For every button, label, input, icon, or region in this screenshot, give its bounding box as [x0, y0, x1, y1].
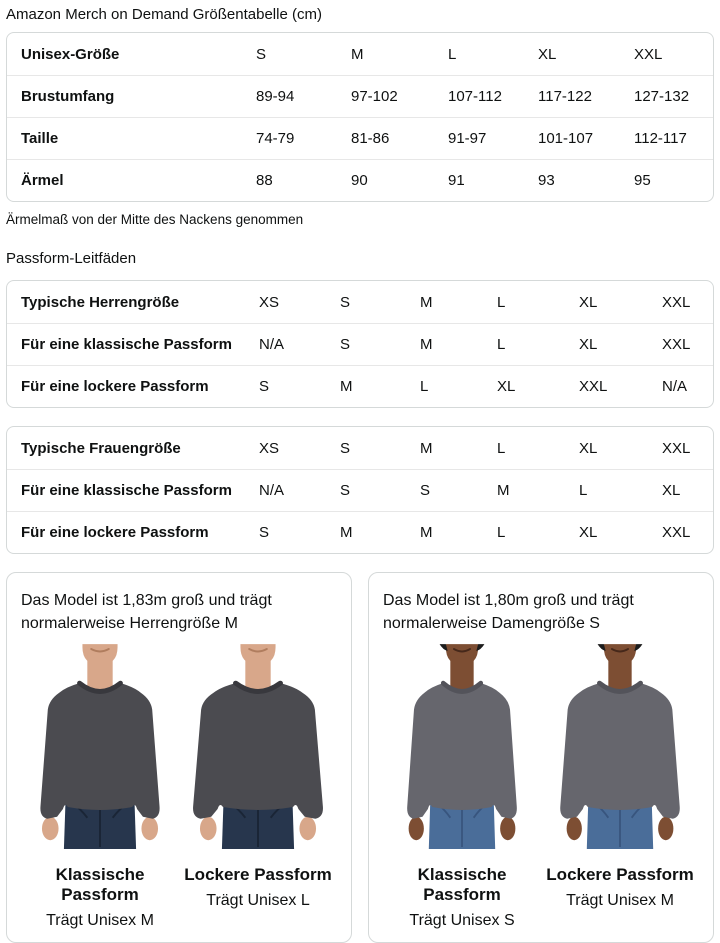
fit-size-value: XXL — [662, 439, 691, 457]
size-worn-label: Trägt Unisex M — [566, 892, 674, 909]
mens-fit-table — [6, 280, 714, 408]
row-label: Für eine klassische Passform — [21, 482, 232, 499]
measurement-value: 97-102 — [351, 88, 398, 105]
row-label: Typische Frauengröße — [21, 439, 181, 457]
fit-size-value: XL — [579, 439, 598, 457]
fit-size-value: S — [259, 524, 270, 541]
fit-size-value: N/A — [259, 482, 285, 499]
fit-size-value: S — [340, 439, 351, 457]
measurement-value: 95 — [634, 172, 651, 189]
fit-size-value: S — [259, 378, 270, 395]
fit-size-value: M — [420, 336, 433, 353]
fit-size-value: XL — [579, 524, 598, 541]
size-table-header-label: Unisex-Größe — [21, 45, 120, 63]
fit-size-value: M — [420, 524, 433, 541]
model-photo-loose-fit — [541, 643, 699, 930]
model-photo-loose-fit — [179, 643, 337, 930]
fit-size-value: L — [497, 439, 506, 457]
measurement-value: 127-132 — [634, 88, 690, 105]
model-photos — [383, 643, 699, 930]
model-photo-classic-fit — [21, 643, 179, 930]
size-table-header-row — [7, 33, 713, 75]
measurement-value: 93 — [538, 172, 555, 189]
measurement-value: 89-94 — [256, 88, 295, 105]
fit-size-value: XL — [579, 293, 598, 311]
fit-size-value: XXL — [662, 524, 691, 541]
fit-size-value: L — [497, 524, 506, 541]
male-model-loose-illustration — [179, 643, 337, 855]
fit-size-value: XL — [662, 482, 681, 499]
model-cards — [6, 572, 714, 943]
fit-guides-title: Passform-Leitfäden — [6, 250, 137, 267]
fit-label: Lockere Passform — [546, 865, 694, 884]
fit-size-value: M — [340, 378, 353, 395]
fit-size-value: M — [340, 524, 353, 541]
mens-model-card — [6, 572, 352, 943]
measurement-value: 91-97 — [448, 130, 487, 147]
fit-size-value: N/A — [662, 378, 688, 395]
size-column-header: M — [351, 45, 364, 63]
fit-label: Klassische Passform — [417, 865, 507, 904]
fit-size-value: M — [420, 439, 433, 457]
womens-fit-table — [6, 426, 714, 554]
row-label: Taille — [21, 130, 59, 147]
fit-label: Klassische Passform — [55, 865, 145, 904]
size-column-header: XL — [538, 45, 557, 63]
fit-size-value: S — [340, 293, 351, 311]
womens-model-card — [368, 572, 714, 943]
table-row-loose-fit — [7, 365, 713, 407]
fit-label: Lockere Passform — [184, 865, 332, 884]
size-column-header: L — [448, 45, 457, 63]
table-row-typical-mens-size — [7, 281, 713, 323]
sleeve-measure-note: Ärmelmaß von der Mitte des Nackens genommen — [6, 212, 304, 227]
size-worn-label: Trägt Unisex L — [206, 892, 310, 909]
fit-size-value: XS — [259, 439, 280, 457]
fit-size-value: M — [420, 293, 433, 311]
model-photos — [21, 643, 337, 930]
measurement-value: 91 — [448, 172, 465, 189]
model-description: Das Model ist 1,80m groß und trägt normalerweise Damengröße S — [383, 592, 634, 632]
male-model-classic-illustration — [21, 643, 179, 855]
fit-size-value: XL — [497, 378, 516, 395]
female-model-loose-illustration — [541, 643, 699, 855]
fit-size-value: S — [340, 482, 351, 499]
table-row-sleeve — [7, 159, 713, 201]
fit-size-value: L — [420, 378, 429, 395]
model-description: Das Model ist 1,83m groß und trägt normalerweise Herrengröße M — [21, 592, 272, 632]
measurement-value: 117-122 — [538, 88, 592, 105]
fit-size-value: XXL — [579, 378, 608, 395]
fit-size-value: L — [497, 336, 506, 353]
fit-size-value: XXL — [662, 293, 691, 311]
row-label: Ärmel — [21, 172, 64, 189]
row-label: Für eine klassische Passform — [21, 336, 232, 353]
table-row-loose-fit — [7, 511, 713, 553]
table-row-classic-fit — [7, 469, 713, 511]
fit-size-value: L — [497, 293, 506, 311]
measurement-value: 101-107 — [538, 130, 594, 147]
fit-size-value: S — [420, 482, 431, 499]
size-column-header: S — [256, 45, 267, 63]
size-column-header: XXL — [634, 45, 663, 63]
fit-size-value: XXL — [662, 336, 691, 353]
size-worn-label: Trägt Unisex M — [46, 912, 154, 929]
fit-size-value: N/A — [259, 336, 285, 353]
row-label: Typische Herrengröße — [21, 293, 180, 311]
row-label: Für eine lockere Passform — [21, 378, 209, 395]
table-row-typical-womens-size — [7, 427, 713, 469]
table-row-classic-fit — [7, 323, 713, 365]
measurement-value: 90 — [351, 172, 368, 189]
measurement-value: 74-79 — [256, 130, 295, 147]
fit-size-value: XS — [259, 293, 280, 311]
fit-size-value: S — [340, 336, 351, 353]
table-row-waist — [7, 117, 713, 159]
measurement-value: 107-112 — [448, 88, 502, 105]
fit-size-value: L — [579, 482, 588, 499]
page-title: Amazon Merch on Demand Größentabelle (cm) — [6, 6, 322, 23]
measurement-value: 88 — [256, 172, 273, 189]
female-model-classic-illustration — [383, 643, 541, 855]
table-row-chest — [7, 75, 713, 117]
unisex-size-table — [6, 32, 714, 202]
measurement-value: 81-86 — [351, 130, 390, 147]
fit-size-value: XL — [579, 336, 598, 353]
row-label: Für eine lockere Passform — [21, 524, 209, 541]
model-photo-classic-fit — [383, 643, 541, 930]
measurement-value: 112-117 — [634, 130, 687, 147]
size-worn-label: Trägt Unisex S — [409, 912, 515, 929]
fit-size-value: M — [497, 482, 510, 499]
row-label: Brustumfang — [21, 88, 115, 105]
